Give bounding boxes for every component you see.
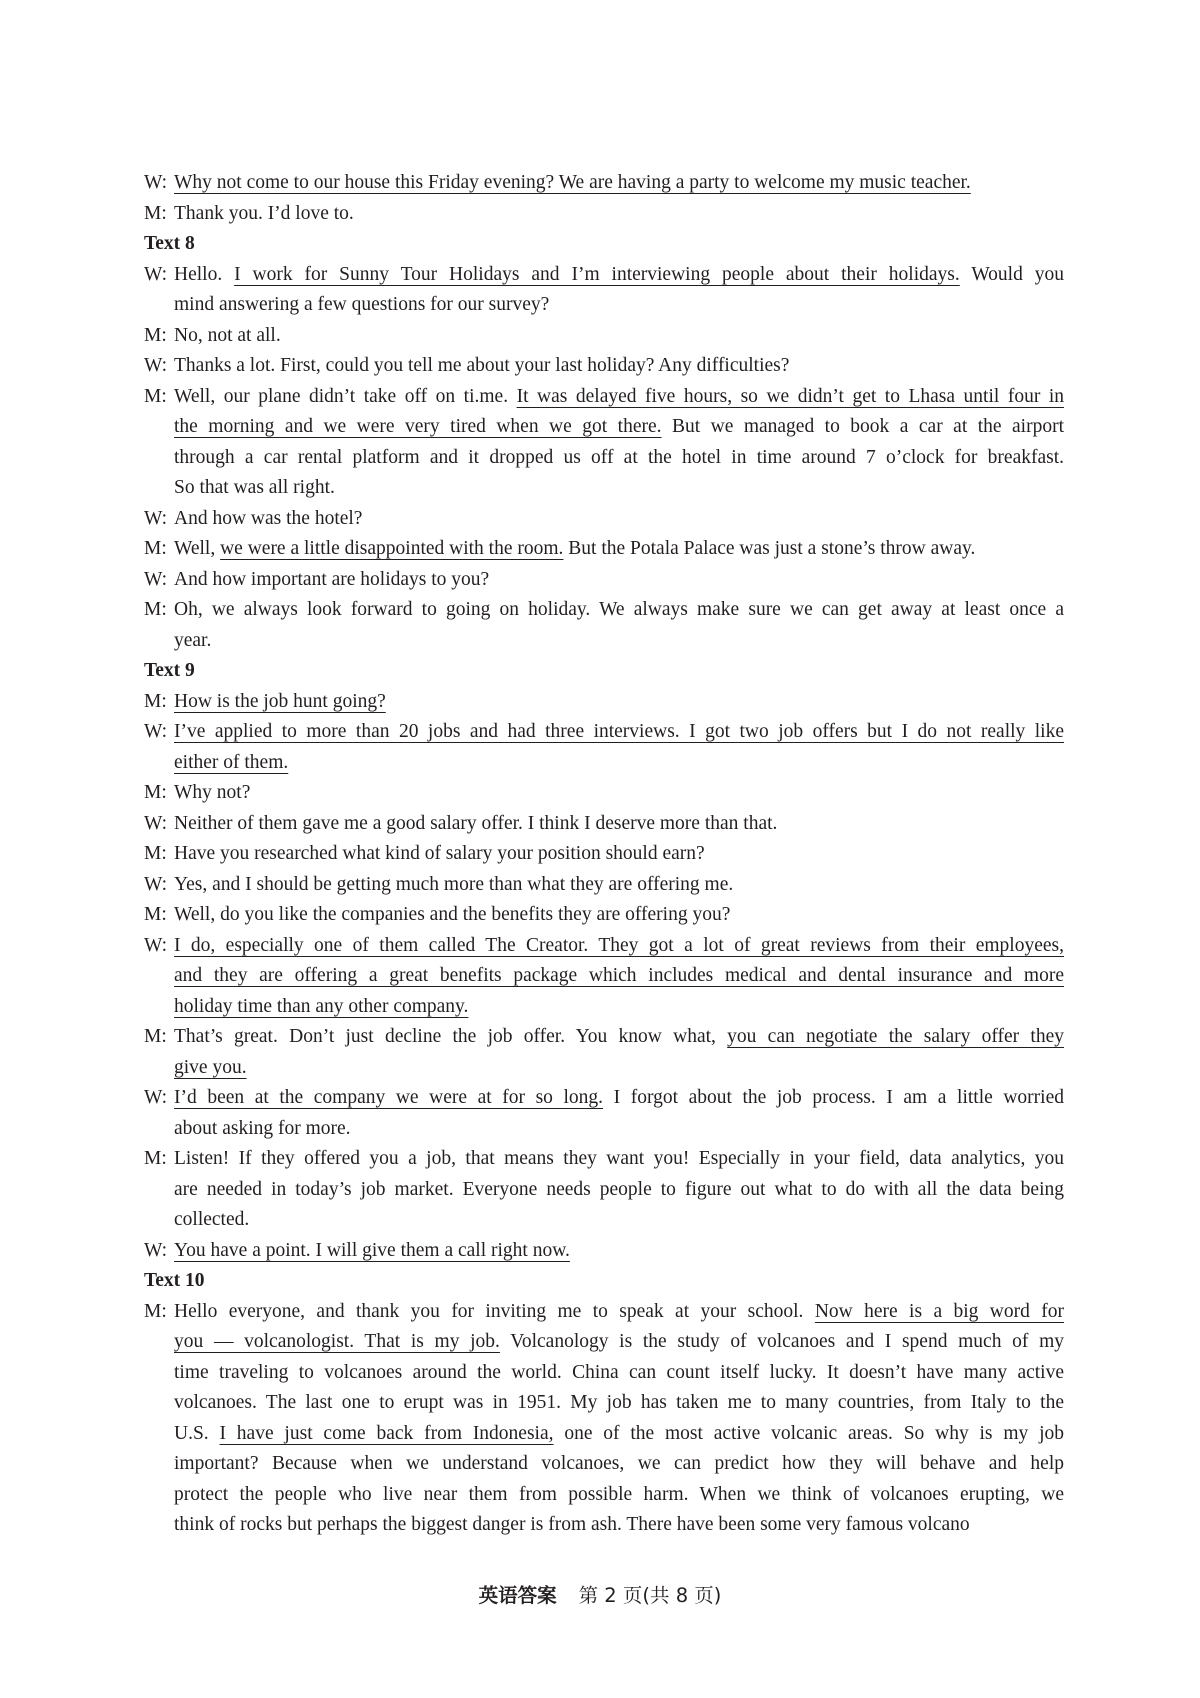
plain-text: Thank you. I’d love to. bbox=[174, 202, 354, 224]
text-line bbox=[174, 870, 1064, 901]
plain-text: Volcanology is the study of volcanoes and I spend much of my bbox=[499, 1331, 1064, 1352]
plain-text: Would you bbox=[959, 263, 1064, 285]
dialogue-turn bbox=[144, 168, 1064, 199]
speaker-label: W: bbox=[144, 1087, 168, 1108]
text-line bbox=[174, 504, 1064, 535]
speaker-label: W: bbox=[144, 172, 168, 193]
text-line bbox=[174, 534, 1064, 565]
speaker-label: M: bbox=[144, 324, 167, 346]
speaker-label: M: bbox=[144, 1300, 167, 1322]
plain-text: Well, our plane didn’t take off on ti.me. bbox=[174, 385, 517, 407]
text-line bbox=[174, 1480, 1064, 1511]
speaker-label: W: bbox=[144, 934, 168, 956]
underlined-text: we were a little disappointed with the room. bbox=[220, 538, 564, 559]
speaker-label: M: bbox=[144, 843, 167, 864]
dialogue-turn bbox=[144, 1297, 1064, 1541]
plain-text: Well, do you like the companies and the benefits they are offering you? bbox=[174, 904, 731, 925]
speaker-label: M: bbox=[144, 599, 167, 620]
dialogue-turn bbox=[144, 900, 1064, 931]
text-line bbox=[174, 1022, 1064, 1053]
section-heading: Text 9 bbox=[144, 660, 195, 681]
plain-text: Why not? bbox=[174, 782, 251, 803]
plain-text: And how was the hotel? bbox=[174, 507, 363, 529]
plain-text: think of rocks but perhaps the biggest danger is from ash. There have been some very famous volcano bbox=[174, 1514, 970, 1535]
text-line bbox=[174, 1114, 1064, 1145]
text-line bbox=[174, 473, 1064, 504]
speaker-label: W: bbox=[144, 873, 168, 895]
text-line bbox=[174, 1053, 1064, 1084]
dialogue-turn bbox=[144, 504, 1064, 535]
speaker-label: W: bbox=[144, 355, 168, 376]
text-line bbox=[174, 290, 1064, 321]
underlined-text: you can negotiate the salary offer they bbox=[727, 1026, 1064, 1047]
text-line bbox=[174, 443, 1064, 474]
plain-text: Have you researched what kind of salary your position should earn? bbox=[174, 843, 705, 864]
dialogue-turn bbox=[144, 382, 1064, 504]
dialogue-turn bbox=[144, 260, 1064, 321]
plain-text: year. bbox=[174, 629, 212, 651]
plain-text: protect the people who live near them from possible harm. When we think of volcanoes erupting, we bbox=[174, 1483, 1064, 1505]
dialogue-turn bbox=[144, 1083, 1064, 1144]
speaker-label: M: bbox=[144, 1026, 167, 1047]
underlined-text: How is the job hunt going? bbox=[174, 690, 386, 712]
speaker-label: W: bbox=[144, 507, 168, 529]
plain-text: Thanks a lot. First, could you tell me about your last holiday? Any difficulties? bbox=[174, 355, 790, 376]
speaker-label: M: bbox=[144, 1148, 167, 1169]
text-line bbox=[174, 382, 1064, 413]
plain-text: No, not at all. bbox=[174, 324, 281, 346]
dialogue-turn bbox=[144, 809, 1064, 840]
dialogue-turn bbox=[144, 321, 1064, 352]
text-line bbox=[174, 1327, 1064, 1358]
text-line bbox=[174, 199, 1064, 230]
text-line bbox=[174, 900, 1064, 931]
text-line bbox=[174, 1175, 1064, 1206]
speaker-label: M: bbox=[144, 904, 167, 925]
plain-text: mind answering a few questions for our survey? bbox=[174, 294, 550, 315]
text-line bbox=[174, 626, 1064, 657]
speaker-label: M: bbox=[144, 538, 167, 559]
plain-text: But we managed to book a car at the airport bbox=[661, 416, 1064, 437]
underlined-text: give you. bbox=[174, 1056, 247, 1078]
dialogue-turn bbox=[144, 687, 1064, 718]
transcript-body bbox=[144, 168, 1064, 1541]
underlined-text: Why not come to our house this Friday evening? We are having a party to welcome my music teacher. bbox=[174, 172, 971, 193]
underlined-text: the morning and we were very tired when we got there. bbox=[174, 416, 662, 437]
dialogue-turn bbox=[144, 778, 1064, 809]
underlined-text: and they are offering a great benefits package which includes medical and dental insurance and more bbox=[174, 965, 1064, 986]
underlined-text: you — volcanologist. That is my job. bbox=[174, 1331, 500, 1352]
text-line bbox=[174, 992, 1064, 1023]
plain-text: I forgot about the job process. I am a little worried bbox=[603, 1087, 1064, 1108]
plain-text: time traveling to volcanoes around the world. China can count itself lucky. It doesn’t have many active bbox=[174, 1361, 1064, 1383]
plain-text: Oh, we always look forward to going on holiday. We always make sure we can get away at least once a bbox=[174, 599, 1064, 620]
speaker-label: M: bbox=[144, 385, 167, 407]
text-line bbox=[174, 778, 1064, 809]
text-line bbox=[174, 321, 1064, 352]
text-line bbox=[174, 168, 1064, 199]
underlined-text: either of them. bbox=[174, 751, 289, 773]
text-line bbox=[174, 1419, 1064, 1450]
text-line bbox=[174, 1144, 1064, 1175]
text-line bbox=[174, 839, 1064, 870]
plain-text: Well, bbox=[174, 538, 221, 559]
speaker-label: W: bbox=[144, 1239, 168, 1261]
text-line bbox=[174, 1449, 1064, 1480]
page-footer bbox=[0, 1580, 1200, 1608]
dialogue-turn bbox=[144, 595, 1064, 656]
dialogue-turn bbox=[144, 931, 1064, 1023]
plain-text: about asking for more. bbox=[174, 1117, 351, 1139]
underlined-text: It was delayed five hours, so we didn’t get to Lhasa until four in bbox=[516, 385, 1065, 407]
speaker-label: M: bbox=[144, 202, 167, 224]
dialogue-turn bbox=[144, 1144, 1064, 1236]
text-line bbox=[174, 931, 1064, 962]
underlined-text: I have just come back from Indonesia, bbox=[219, 1422, 554, 1444]
text-line bbox=[174, 748, 1064, 779]
underlined-text: Now here is a big word for bbox=[814, 1300, 1064, 1322]
text-line bbox=[174, 961, 1064, 992]
dialogue-turn bbox=[144, 351, 1064, 382]
plain-text: That’s great. Don’t just decline the job offer. You know what, bbox=[174, 1026, 728, 1047]
underlined-text: I work for Sunny Tour Holidays and I’m interviewing people about their holidays. bbox=[234, 263, 960, 285]
plain-text: one of the most active volcanic areas. So why is my job bbox=[553, 1422, 1064, 1444]
speaker-label: M: bbox=[144, 690, 167, 712]
text-line bbox=[174, 412, 1064, 443]
text-line bbox=[174, 1358, 1064, 1389]
text-line bbox=[174, 595, 1064, 626]
text-line bbox=[174, 1205, 1064, 1236]
text-line bbox=[174, 1083, 1064, 1114]
dialogue-turn bbox=[144, 199, 1064, 230]
plain-text: Yes, and I should be getting much more than what they are offering me. bbox=[174, 873, 734, 895]
underlined-text: holiday time than any other company. bbox=[174, 995, 469, 1017]
dialogue-turn bbox=[144, 565, 1064, 596]
text-line bbox=[174, 717, 1064, 748]
text-line bbox=[174, 260, 1064, 291]
plain-text: So that was all right. bbox=[174, 477, 335, 498]
underlined-text: You have a point. I will give them a call right now. bbox=[174, 1239, 570, 1261]
speaker-label: W: bbox=[144, 812, 168, 834]
plain-text: volcanoes. The last one to erupt was in 1951. My job has taken me to many countries, from Italy to the bbox=[174, 1392, 1064, 1413]
dialogue-turn bbox=[144, 839, 1064, 870]
plain-text: And how important are holidays to you? bbox=[174, 568, 490, 590]
text-line bbox=[174, 351, 1064, 382]
speaker-label: M: bbox=[144, 782, 167, 803]
plain-text: Hello everyone, and thank you for inviting me to speak at your school. bbox=[174, 1300, 815, 1322]
dialogue-turn bbox=[144, 534, 1064, 565]
plain-text: are needed in today’s job market. Everyone needs people to figure out what to do with all the data being bbox=[174, 1178, 1064, 1200]
section-heading: Text 8 bbox=[144, 233, 195, 254]
dialogue-turn bbox=[144, 870, 1064, 901]
section-heading: Text 10 bbox=[144, 1270, 205, 1291]
underlined-text: I’ve applied to more than 20 jobs and had three interviews. I got two job offers but I do not really like bbox=[174, 721, 1064, 742]
plain-text: Hello. bbox=[174, 263, 235, 285]
text-line bbox=[174, 687, 1064, 718]
dialogue-turn bbox=[144, 1236, 1064, 1267]
plain-text: Neither of them gave me a good salary offer. I think I deserve more than that. bbox=[174, 812, 778, 834]
text-line bbox=[174, 1388, 1064, 1419]
text-line bbox=[174, 1510, 1064, 1541]
underlined-text: I’d been at the company we were at for so long. bbox=[174, 1087, 604, 1108]
speaker-label: W: bbox=[144, 568, 168, 590]
plain-text: collected. bbox=[174, 1209, 250, 1230]
speaker-label: W: bbox=[144, 721, 168, 742]
speaker-label: W: bbox=[144, 263, 168, 285]
footer-page-number: 第 2 页(共 8 页) bbox=[578, 1584, 722, 1607]
plain-text: important? Because when we understand volcanoes, we can predict how they will behave and help bbox=[174, 1453, 1064, 1474]
plain-text: U.S. bbox=[174, 1422, 220, 1444]
text-line bbox=[174, 565, 1064, 596]
text-line bbox=[174, 1236, 1064, 1267]
footer-title: 英语答案 bbox=[478, 1584, 557, 1607]
plain-text: But the Potala Palace was just a stone’s throw away. bbox=[563, 538, 976, 559]
dialogue-turn bbox=[144, 1022, 1064, 1083]
underlined-text: I do, especially one of them called The Creator. They got a lot of great reviews from their employees, bbox=[174, 934, 1064, 956]
text-line bbox=[174, 809, 1064, 840]
plain-text: through a car rental platform and it dropped us off at the hotel in time around 7 o’clock for breakfast. bbox=[174, 446, 1064, 468]
plain-text: Listen! If they offered you a job, that means they want you! Especially in your field, data analytics, you bbox=[174, 1148, 1064, 1169]
text-line bbox=[174, 1297, 1064, 1328]
dialogue-turn bbox=[144, 717, 1064, 778]
